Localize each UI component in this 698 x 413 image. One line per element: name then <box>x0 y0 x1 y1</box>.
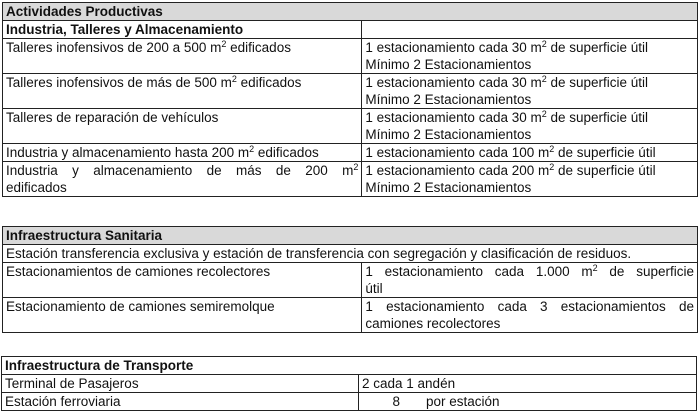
activity-cell: Estación ferroviaria <box>2 393 359 411</box>
table-row <box>3 74 698 109</box>
activity-cell: Industria y almacenamiento de más de 200 $m^2$ edificados <box>3 162 362 197</box>
table-row <box>3 109 698 144</box>
table-row <box>2 375 697 393</box>
section-header-row <box>3 3 698 21</box>
activity-cell: Estacionamiento de camiones semiremolque <box>3 298 362 333</box>
section-title: Actividades Productivas <box>3 3 698 21</box>
requirement-cell: 1 estacionamiento cada 100 $m^2$ de superficie útil <box>362 144 698 162</box>
activity-cell: Talleres de reparación de vehículos <box>3 109 362 144</box>
table-row <box>3 144 698 162</box>
requirement-cell: 1 estacionamiento cada 1.000 $m^2$ de superficie útil <box>362 263 698 298</box>
subheader-row <box>3 21 698 39</box>
section-header-row <box>3 227 698 245</box>
requirement-cell: 2 cada 1 andén <box>359 375 697 393</box>
requirement-cell: 1 estacionamiento cada 30 $m^2$ de superficie útil Mínimo 2 Estacionamientos <box>362 39 698 74</box>
activity-cell: Terminal de Pasajeros <box>2 375 359 393</box>
section-note: Estación transferencia exclusiva y estación de transferencia con segregación y clasificación de residuos. <box>3 245 698 263</box>
activity-cell: Talleres inofensivos de más de 500 $m^2$ edificados <box>3 74 362 109</box>
requirement-cell: 1 estacionamiento cada 30 $m^2$ de superficie útil Mínimo 2 Estacionamientos <box>362 109 698 144</box>
requirement-cell: 1 estacionamiento cada 30 $m^2$ de superficie útil Mínimo 2 Estacionamientos <box>362 74 698 109</box>
note-row <box>3 245 698 263</box>
table-industria <box>2 2 698 197</box>
section-title: Infraestructura Sanitaria <box>3 227 698 245</box>
table-sanitaria <box>2 226 698 333</box>
requirement-cell: 8 por estación <box>359 393 697 411</box>
table-row <box>3 298 698 333</box>
table-row <box>3 39 698 74</box>
section-subtitle: Industria, Talleres y Almacenamiento <box>3 21 362 39</box>
table-row <box>3 263 698 298</box>
table-row <box>2 393 697 411</box>
table-row <box>3 162 698 197</box>
activity-cell: Talleres inofensivos de 200 a 500 $m^2$ edificados <box>3 39 362 74</box>
table-transporte <box>1 356 697 411</box>
section-header-row <box>2 357 697 375</box>
section-title: Infraestructura de Transporte <box>2 357 697 375</box>
requirement-cell: 1 estacionamiento cada 3 estacionamientos de camiones recolectores <box>362 298 698 333</box>
requirement-cell: 1 estacionamiento cada 200 $m^2$ de superficie útil Mínimo 2 Estacionamientos <box>362 162 698 197</box>
activity-cell: Industria y almacenamiento hasta 200 $m^2$ edificados <box>3 144 362 162</box>
empty-cell <box>362 21 698 39</box>
activity-cell: Estacionamientos de camiones recolectores <box>3 263 362 298</box>
